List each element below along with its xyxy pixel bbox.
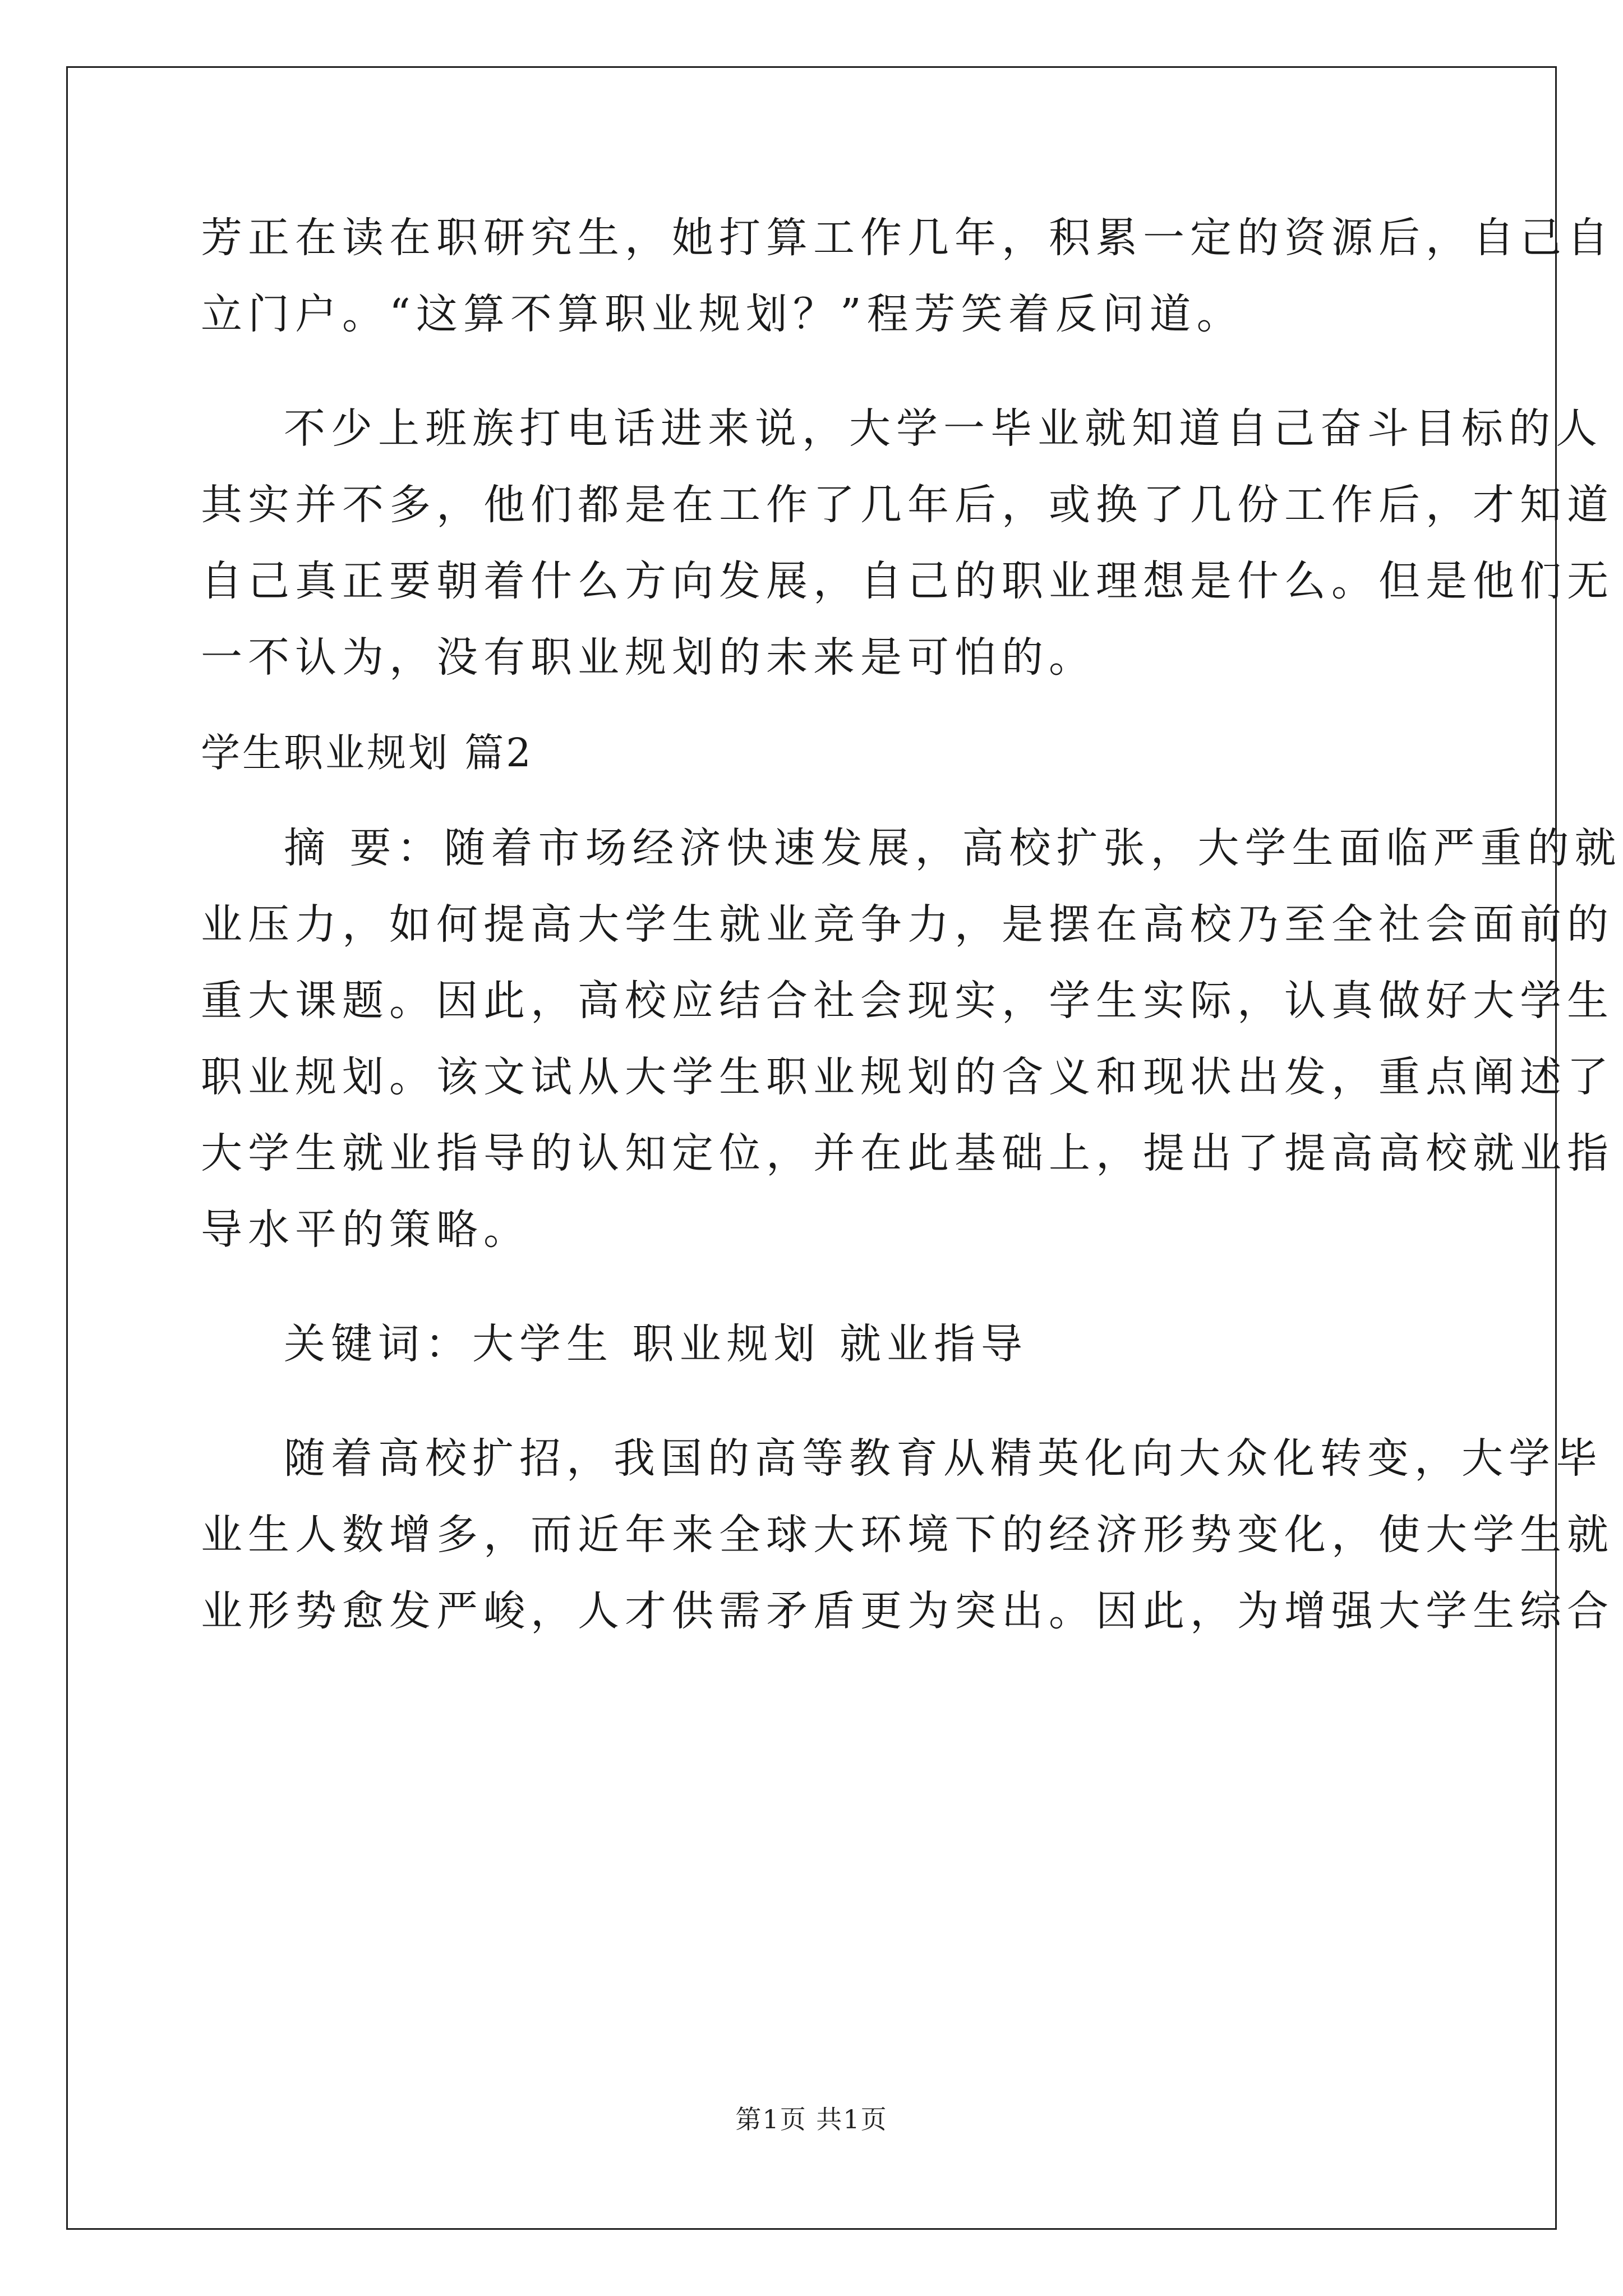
text-line: 业压力，如何提高大学生就业竞争力，是摆在高校乃至全社会面前的 [201, 900, 1614, 949]
paragraph-start: 随着高校扩招，我国的高等教育从精英化向大众化转变，大学毕 [284, 1434, 1603, 1483]
text-line: 导水平的策略。 [201, 1205, 531, 1254]
text-line: 职业规划。该文试从大学生职业规划的含义和现状出发，重点阐述了 [201, 1053, 1614, 1101]
text-line: 业生人数增多，而近年来全球大环境下的经济形势变化，使大学生就 [201, 1511, 1614, 1559]
paragraph-start: 不少上班族打电话进来说，大学一毕业就知道自己奋斗目标的人 [284, 404, 1603, 453]
text-line: 芳正在读在职研究生，她打算工作几年，积累一定的资源后，自己自 [201, 214, 1614, 262]
page-number: 第1页 共1页 [735, 2104, 888, 2134]
keywords-line: 关键词：大学生 职业规划 就业指导 [284, 1320, 1029, 1368]
text-line: 其实并不多，他们都是在工作了几年后，或换了几份工作后，才知道 [201, 481, 1614, 529]
text-line: 自己真正要朝着什么方向发展，自己的职业理想是什么。但是他们无 [201, 557, 1614, 605]
section-heading: 学生职业规划 篇2 [201, 730, 533, 776]
text-line: 业形势愈发严峻，人才供需矛盾更为突出。因此，为增强大学生综合 [201, 1587, 1614, 1635]
text-line: 大学生就业指导的认知定位，并在此基础上，提出了提高高校就业指 [201, 1129, 1614, 1177]
document-body [201, 200, 1622, 1649]
text-line: 重大课题。因此，高校应结合社会现实，学生实际，认真做好大学生 [201, 977, 1614, 1025]
text-line: 一不认为，没有职业规划的未来是可怕的。 [201, 633, 1096, 682]
abstract-start: 摘 要：随着市场经济快速发展，高校扩张，大学生面临严重的就 [284, 824, 1622, 872]
text-line: 立门户。“这算不算职业规划？”程芳笑着反问道。 [201, 290, 1244, 338]
